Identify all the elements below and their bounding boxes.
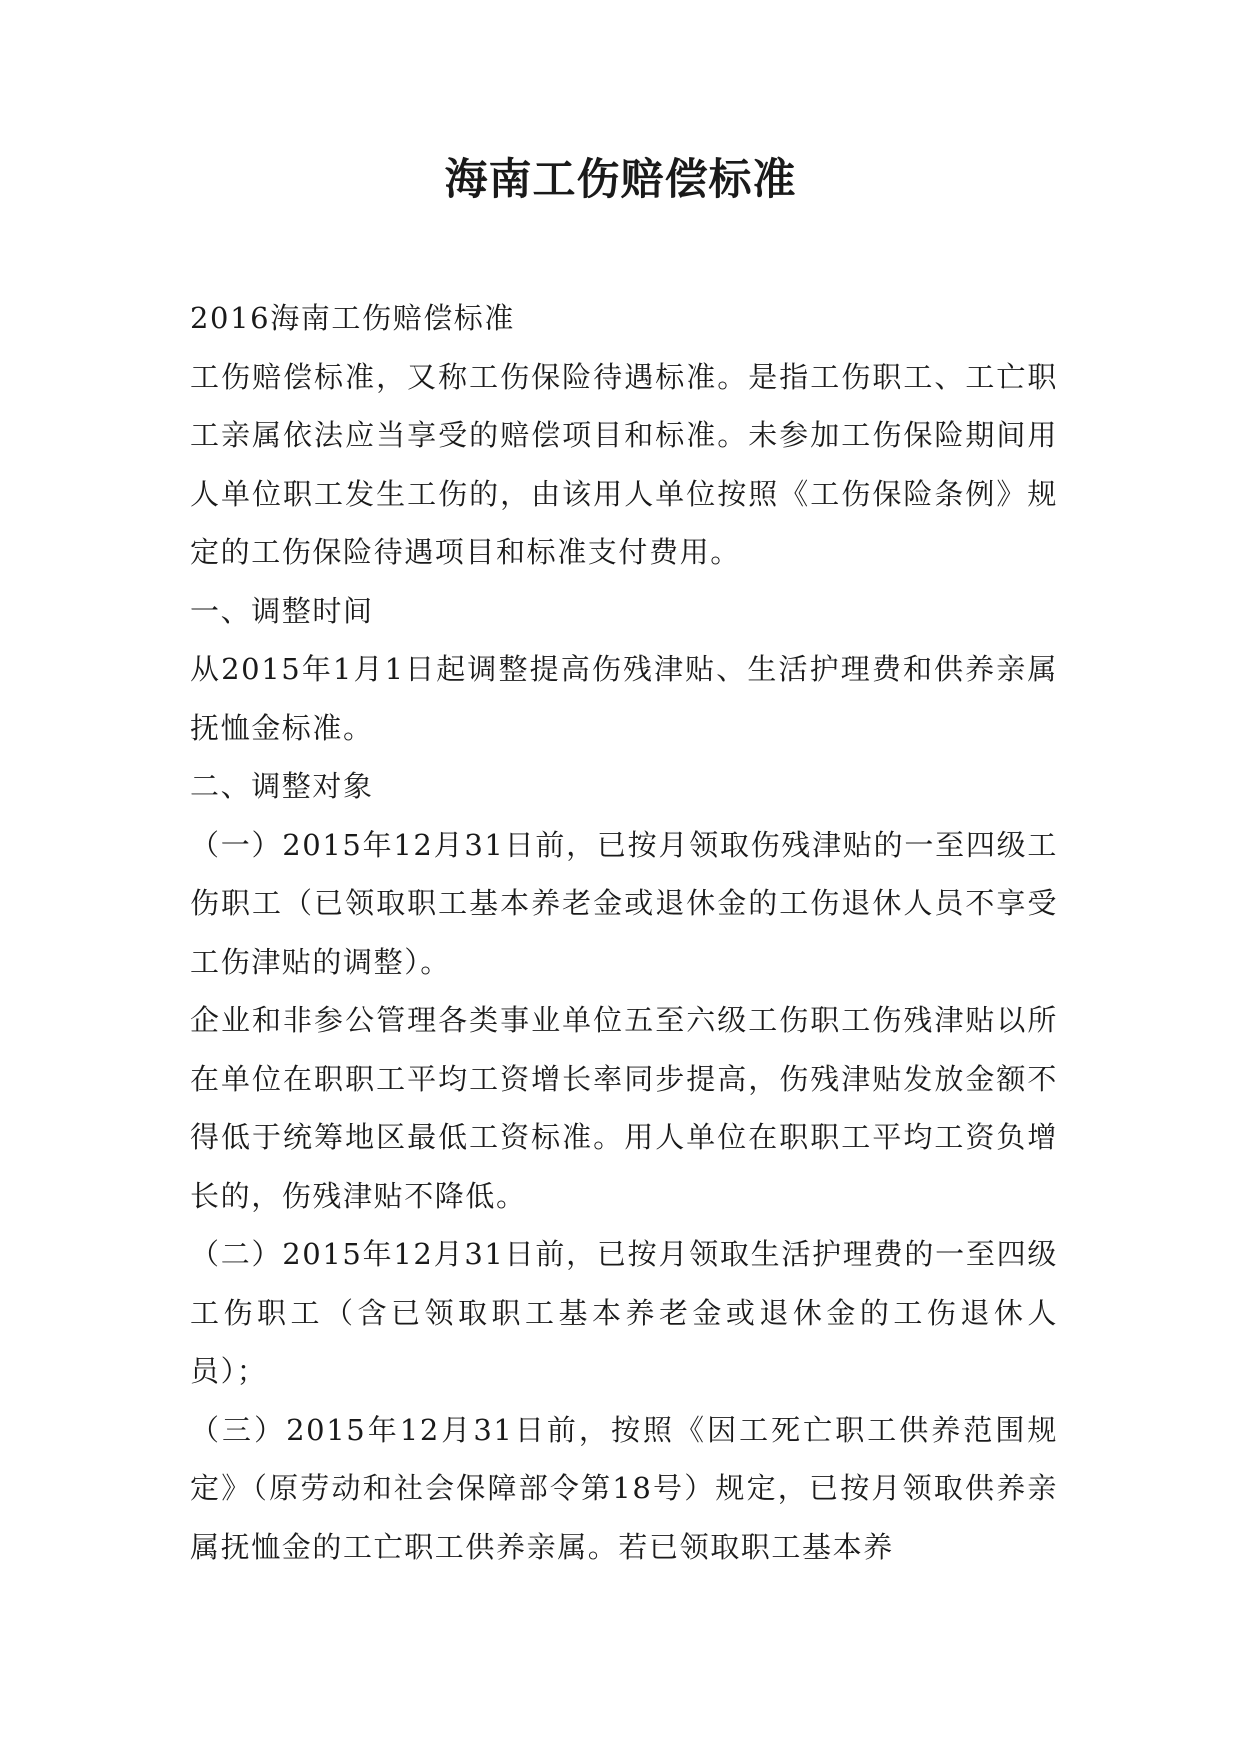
paragraph-subtitle: 2016海南工伤赔偿标准 bbox=[190, 301, 516, 335]
document-title: 海南工伤赔偿标准 bbox=[444, 155, 797, 205]
paragraph-enterprise-rule: 企业和非参公管理各类事业单位五至六级工伤职工伤残津贴以所在单位在职职工平均工资增长率同步提高，伤残津贴发放金额不得低于统筹地区最低工资标准。用人单位在职职工平均工资负增长的，伤残津贴不降低。 bbox=[190, 1003, 1058, 1213]
document-body bbox=[190, 289, 1058, 1576]
paragraph-item-2: （二）2015年12月31日前，已按月领取生活护理费的一至四级工伤职工（含已领取职工基本养老金或退休金的工伤退休人员）； bbox=[190, 1237, 1058, 1388]
paragraph-item-1: （一）2015年12月31日前，已按月领取伤残津贴的一至四级工伤职工（已领取职工基本养老金或退休金的工伤退休人员不享受工伤津贴的调整）。 bbox=[190, 827, 1058, 979]
paragraph-intro: 工伤赔偿标准，又称工伤保险待遇标准。是指工伤职工、工亡职工亲属依法应当享受的赔偿项目和标准。未参加工伤保险期间用人单位职工发生工伤的，由该用人单位按照《工伤保险条例》规定的工伤保险待遇项目和标准支付费用。 bbox=[190, 359, 1058, 569]
paragraph-item-3: （三）2015年12月31日前，按照《因工死亡职工供养范围规定》（原劳动和社会保障部令第18号）规定，已按月领取供养亲属抚恤金的工亡职工供养亲属。若已领取职工基本养 bbox=[190, 1412, 1058, 1564]
section-heading-adjustment-time: 一、调整时间 bbox=[190, 593, 374, 628]
section-heading-adjustment-target: 二、调整对象 bbox=[190, 769, 374, 803]
paragraph-adjustment-time: 从2015年1月1日起调整提高伤残津贴、生活护理费和供养亲属抚恤金标准。 bbox=[190, 652, 1058, 745]
